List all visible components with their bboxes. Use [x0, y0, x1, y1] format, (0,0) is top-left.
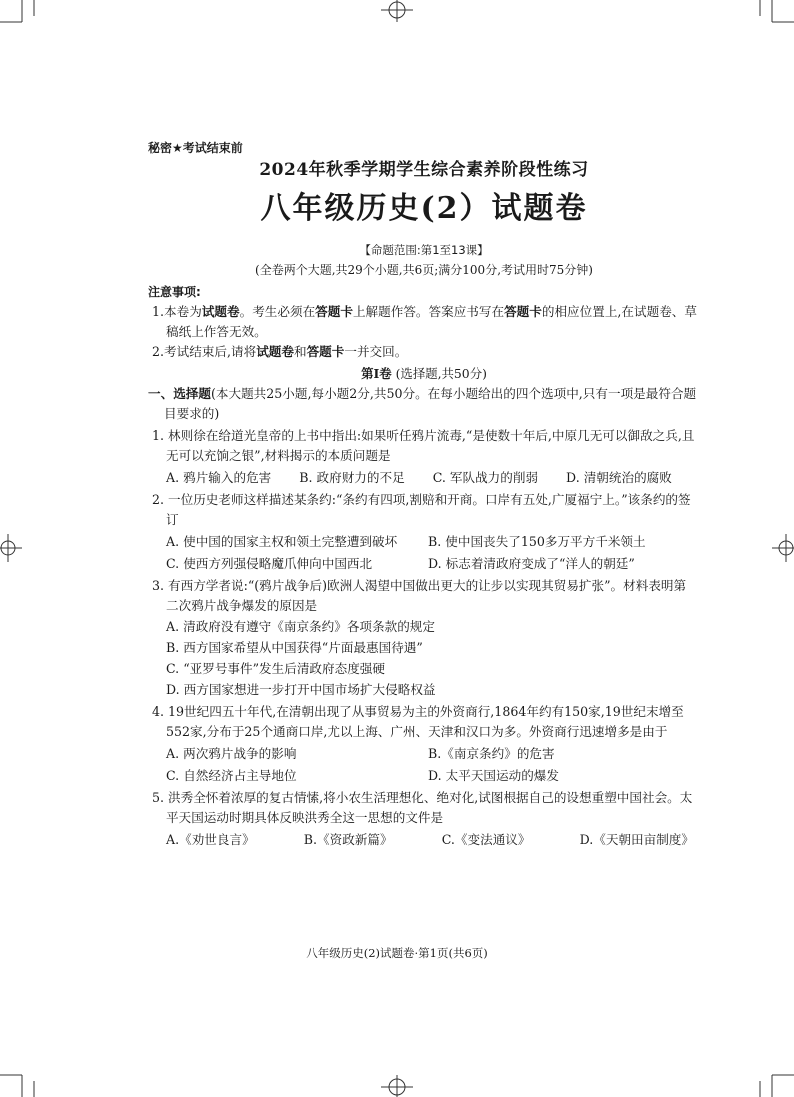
note-item: 1.本卷为试题卷。考生必须在答题卡上解题作答。答案应书写在答题卡的相应位置上,在试题卷、草稿纸上作答无效。 — [152, 304, 697, 339]
question-4-options — [150, 744, 698, 764]
confidential-label: 秘密★考试结束前 — [148, 141, 243, 155]
option: A.《劝世良言》 — [166, 832, 255, 847]
page-footer: 八年级历史(2)试题卷·第1页(共6页) — [306, 946, 488, 960]
exam-content — [150, 138, 698, 850]
part-heading: 一、选择题(本大题共25小题,每小题2分,共50分。在每小题给出的四个选项中,只有一项是最符合题目要求的) — [148, 386, 697, 421]
option: A. 两次鸦片战争的影响 — [166, 746, 297, 761]
exam-info: (全卷两个大题,共29个小题,共6页;满分100分,考试用时75分钟) — [255, 263, 593, 277]
option: A. 鸦片输入的危害 — [166, 470, 272, 485]
option: C. “亚罗号事件”发生后清政府态度强硬 — [166, 661, 385, 676]
question-1-options — [150, 468, 698, 488]
option: C.《变法通议》 — [441, 832, 531, 847]
note-item: 2.考试结束后,请将试题卷和答题卡一并交回。 — [152, 344, 408, 359]
option: D. 西方国家想进一步打开中国市场扩大侵略权益 — [166, 682, 436, 697]
notes-heading: 注意事项: — [148, 285, 201, 299]
option: D. 太平天国运动的爆发 — [428, 768, 559, 783]
option: B. 政府财力的不足 — [299, 470, 405, 485]
option: A. 清政府没有遵守《南京条约》各项条款的规定 — [166, 619, 435, 634]
question-1-stem: 1. 林则徐在给道光皇帝的上书中指出:如果听任鸦片流毒,“是使数十年后,中原几无可以御敌之兵,且无可以充饷之银”,材料揭示的本质问题是 — [152, 428, 695, 463]
question-2-options — [150, 532, 698, 552]
option: C. 使西方列强侵略魔爪伸向中国西北 — [166, 556, 373, 571]
option: A. 使中国的国家主权和领土完整遭到破坏 — [166, 534, 398, 549]
question-2-stem: 2. 一位历史老师这样描述某条约:“条约有四项,割赔和开商。口岸有五处,广厦福宁上。”该条约的签订 — [152, 492, 691, 527]
question-4-stem: 4. 19世纪四五十年代,在清朝出现了从事贸易为主的外资商行,1864年约有150家,19世纪末增至552家,分布于25个通商口岸,尤以上海、广州、天津和汉口为多。外资商行迅速增多是由于 — [152, 704, 684, 739]
option: D.《天朝田亩制度》 — [579, 832, 694, 847]
option: B. 使中国丧失了150多万平方千米领土 — [428, 534, 646, 549]
option: B. 西方国家希望从中国获得“片面最惠国待遇” — [166, 640, 423, 655]
question-2-options — [150, 554, 698, 574]
question-5-options — [150, 830, 698, 850]
option: D. 清朝统治的腐败 — [566, 470, 672, 485]
option: B.《南京条约》的危害 — [428, 746, 555, 761]
option: B.《资政新篇》 — [303, 832, 393, 847]
question-4-options — [150, 766, 698, 786]
question-3-stem: 3. 有西方学者说:“(鸦片战争后)欧洲人渴望中国做出更大的让步以实现其贸易扩张”。材料表明第二次鸦片战争爆发的原因是 — [152, 578, 687, 613]
option: C. 自然经济占主导地位 — [166, 768, 297, 783]
exam-title: 2024年秋季学期学生综合素养阶段性练习 — [259, 160, 589, 180]
exam-subtitle: 八年级历史(2）试题卷 — [260, 191, 588, 226]
option: C. 军队战力的削弱 — [432, 470, 539, 485]
option: D. 标志着清政府变成了“洋人的朝廷” — [428, 556, 635, 571]
section-title: 第Ⅰ卷 (选择题,共50分) — [361, 366, 487, 381]
question-5-stem: 5. 洪秀全怀着浓厚的复古情愫,将小农生活理想化、绝对化,试图根据自己的设想重塑中国社会。太平天国运动时期具体反映洪秀全这一思想的文件是 — [152, 790, 693, 825]
exam-scope: 【命题范围:第1至13课】 — [359, 243, 489, 257]
